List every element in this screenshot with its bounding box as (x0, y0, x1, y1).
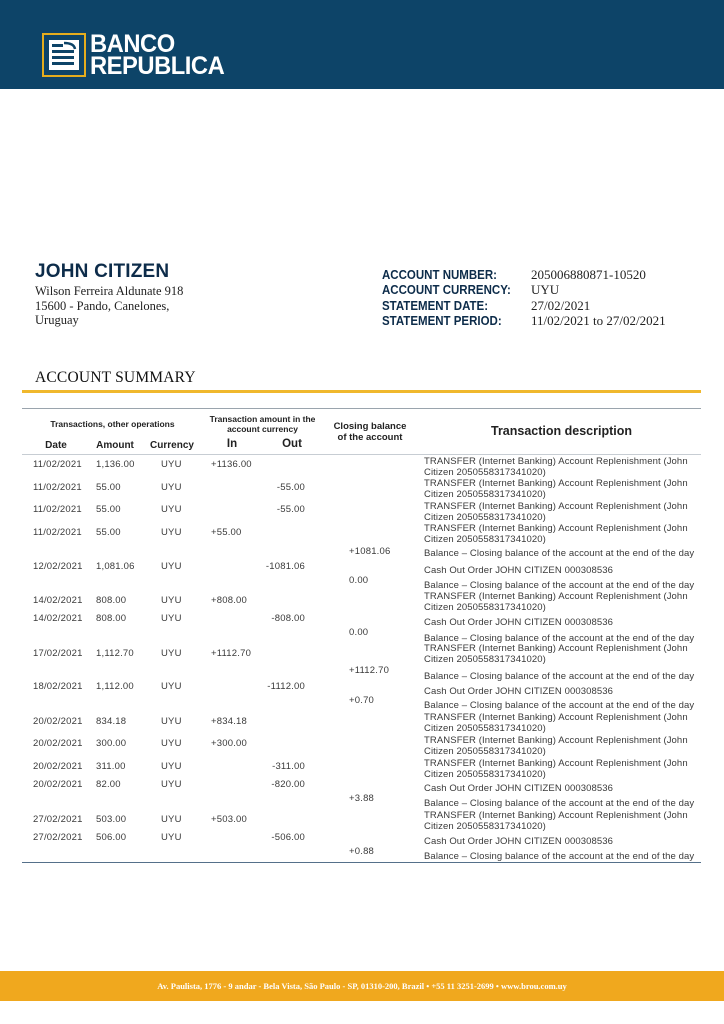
cell-date: 20/02/2021 (33, 716, 83, 727)
cell-currency: UYU (161, 738, 182, 749)
cell-currency: UYU (161, 832, 182, 843)
cell-balance: 0.00 (349, 575, 369, 586)
bank-name: BANCO REPUBLICA (90, 30, 225, 80)
cell-currency: UYU (161, 527, 182, 538)
cell-out: -311.00 (272, 761, 305, 772)
table-bottom-rule (22, 862, 701, 863)
cell-date: 14/02/2021 (33, 595, 83, 606)
cell-out: -1112.00 (267, 681, 305, 692)
cell-description: Cash Out Order JOHN CITIZEN 000308536 (424, 836, 614, 847)
footer-contact: Av. Paulista, 1776 - 9 andar - Bela Vista, São Paulo - SP, 01310-200, Brazil • +55 11 3251-2699 • www.brou.com.uy (157, 981, 567, 991)
table-top-rule (22, 408, 701, 409)
footer-banner (0, 971, 724, 1001)
cell-amount: 82.00 (96, 779, 121, 790)
cell-date: 12/02/2021 (33, 561, 83, 572)
cell-description: TRANSFER (Internet Banking) Account Replenishment (John Citizen 2050558317341020) (424, 478, 688, 500)
account-number-label: ACCOUNT NUMBER: (382, 267, 497, 282)
cell-currency: UYU (161, 561, 182, 572)
cell-description: Balance – Closing balance of the account at the end of the day (424, 580, 695, 591)
header-date: Date (45, 440, 67, 451)
cell-currency: UYU (161, 595, 182, 606)
cell-amount: 300.00 (96, 738, 127, 749)
cell-in: +1112.70 (211, 648, 252, 659)
cell-amount: 1,136.00 (96, 459, 135, 470)
cell-currency: UYU (161, 504, 182, 515)
cell-date: 20/02/2021 (33, 761, 83, 772)
cell-description: Balance – Closing balance of the account at the end of the day (424, 851, 695, 862)
bank-logo (42, 30, 231, 80)
cell-in: +834.18 (211, 716, 248, 727)
cell-amount: 834.18 (96, 716, 127, 727)
cell-description: Balance – Closing balance of the account at the end of the day (424, 633, 695, 644)
statement-period-label: STATEMENT PERIOD: (382, 314, 502, 329)
cell-amount: 506.00 (96, 832, 127, 843)
statement-date-label: STATEMENT DATE: (382, 298, 489, 313)
cell-out: -808.00 (271, 613, 305, 624)
cell-amount: 1,081.06 (96, 561, 135, 572)
cell-in: +300.00 (211, 738, 248, 749)
cell-currency: UYU (161, 779, 182, 790)
cell-description: Cash Out Order JOHN CITIZEN 000308536 (424, 783, 614, 794)
cell-date: 27/02/2021 (33, 814, 83, 825)
header-out: Out (282, 438, 302, 450)
cell-date: 18/02/2021 (33, 681, 83, 692)
header-amount-group: Transaction amount in the account currency (209, 414, 316, 434)
client-name: JOHN CITIZEN (35, 261, 170, 282)
header-transactions-group: Transactions, other operations (50, 419, 175, 429)
cell-description: TRANSFER (Internet Banking) Account Replenishment (John Citizen 2050558317341020) (424, 456, 688, 478)
cell-amount: 55.00 (96, 527, 121, 538)
cell-description: Balance – Closing balance of the account at the end of the day (424, 548, 695, 559)
header-description: Transaction description (491, 424, 633, 438)
cell-out: -1081.06 (265, 561, 305, 572)
cell-description: TRANSFER (Internet Banking) Account Replenishment (John Citizen 2050558317341020) (424, 758, 688, 780)
cell-description: Balance – Closing balance of the account at the end of the day (424, 700, 695, 711)
cell-description: Cash Out Order JOHN CITIZEN 000308536 (424, 617, 614, 628)
header-amount: Amount (96, 440, 134, 451)
account-currency-label: ACCOUNT CURRENCY: (382, 283, 511, 298)
cell-currency: UYU (161, 482, 182, 493)
cell-date: 20/02/2021 (33, 779, 83, 790)
cell-in: +808.00 (211, 595, 248, 606)
cell-date: 20/02/2021 (33, 738, 83, 749)
cell-description: TRANSFER (Internet Banking) Account Replenishment (John Citizen 2050558317341020) (424, 643, 688, 665)
cell-currency: UYU (161, 681, 182, 692)
cell-in: +1136.00 (211, 459, 252, 470)
cell-amount: 808.00 (96, 595, 127, 606)
cell-date: 14/02/2021 (33, 613, 83, 624)
cell-description: Cash Out Order JOHN CITIZEN 000308536 (424, 686, 614, 697)
cell-currency: UYU (161, 761, 182, 772)
cell-date: 27/02/2021 (33, 832, 83, 843)
cell-out: -820.00 (271, 779, 305, 790)
account-details (382, 267, 666, 329)
bank-emblem-icon (42, 33, 86, 77)
header-currency: Currency (150, 440, 194, 451)
cell-balance: 0.00 (349, 627, 369, 638)
cell-description: TRANSFER (Internet Banking) Account Replenishment (John Citizen 2050558317341020) (424, 735, 688, 757)
cell-in: +55.00 (211, 527, 242, 538)
cell-currency: UYU (161, 716, 182, 727)
cell-description: TRANSFER (Internet Banking) Account Replenishment (John Citizen 2050558317341020) (424, 501, 688, 523)
cell-amount: 55.00 (96, 504, 121, 515)
cell-amount: 1,112.70 (96, 648, 134, 659)
cell-description: TRANSFER (Internet Banking) Account Replenishment (John Citizen 2050558317341020) (424, 712, 688, 734)
cell-out: -55.00 (276, 504, 305, 515)
cell-balance: +3.88 (349, 793, 375, 804)
header-divider (22, 454, 701, 455)
cell-date: 17/02/2021 (33, 648, 83, 659)
client-address: Wilson Ferreira Aldunate 918 15600 - Pando, Canelones, Uruguay (35, 284, 184, 327)
cell-amount: 55.00 (96, 482, 121, 493)
cell-description: Balance – Closing balance of the account at the end of the day (424, 798, 695, 809)
statement-date: 27/02/2021 (531, 297, 591, 313)
cell-amount: 1,112.00 (96, 681, 134, 692)
cell-amount: 311.00 (96, 761, 126, 772)
cell-out: -55.00 (276, 482, 305, 493)
cell-description: Cash Out Order JOHN CITIZEN 000308536 (424, 565, 614, 576)
account-number: 205006880871-10520 (531, 266, 646, 282)
cell-description: TRANSFER (Internet Banking) Account Replenishment (John Citizen 2050558317341020) (424, 810, 688, 832)
cell-in: +503.00 (211, 814, 248, 825)
cell-balance: +0.70 (349, 695, 375, 706)
cell-currency: UYU (161, 613, 182, 624)
cell-currency: UYU (161, 459, 182, 470)
cell-out: -506.00 (271, 832, 305, 843)
cell-currency: UYU (161, 814, 182, 825)
cell-description: TRANSFER (Internet Banking) Account Replenishment (John Citizen 2050558317341020) (424, 591, 688, 613)
header-banner (0, 0, 724, 89)
cell-date: 11/02/2021 (33, 504, 82, 515)
summary-divider (22, 390, 701, 393)
statement-period: 11/02/2021 to 27/02/2021 (531, 313, 666, 329)
summary-title: ACCOUNT SUMMARY (35, 369, 196, 386)
cell-balance: +1112.70 (349, 665, 390, 676)
cell-balance: +1081.06 (349, 546, 391, 557)
header-closing-balance: Closing balance of the account (333, 421, 407, 443)
cell-currency: UYU (161, 648, 182, 659)
cell-description: Balance – Closing balance of the account at the end of the day (424, 671, 695, 682)
cell-amount: 503.00 (96, 814, 127, 825)
header-in: In (226, 438, 238, 450)
cell-description: TRANSFER (Internet Banking) Account Replenishment (John Citizen 2050558317341020) (424, 523, 688, 545)
cell-date: 11/02/2021 (33, 527, 82, 538)
cell-date: 11/02/2021 (33, 482, 82, 493)
cell-amount: 808.00 (96, 613, 127, 624)
account-currency: UYU (531, 282, 560, 298)
cell-balance: +0.88 (349, 846, 375, 857)
cell-date: 11/02/2021 (33, 459, 82, 470)
